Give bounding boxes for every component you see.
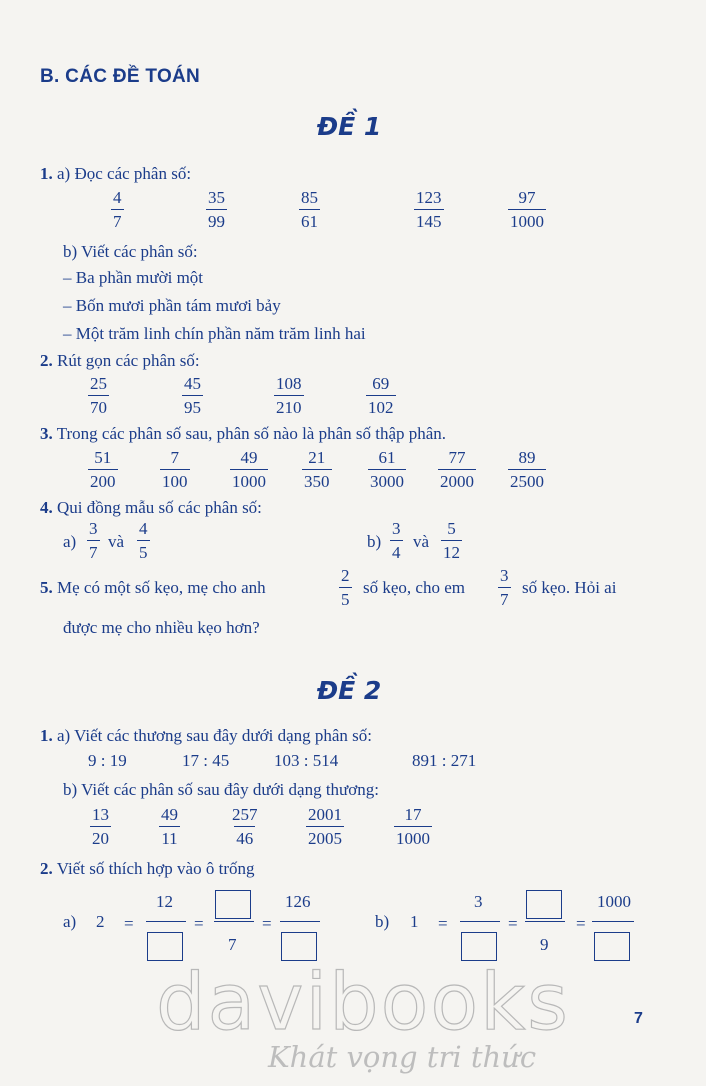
question-text: được mẹ cho nhiều kẹo hơn? [63, 618, 260, 637]
fraction: $\frac{108}{210}$ [276, 374, 302, 417]
denominator: 7 [228, 935, 237, 954]
quotient-item: 891 : 271 [412, 751, 477, 770]
fraction-bar [525, 921, 565, 922]
question-text: số kẹo, cho em [363, 578, 465, 597]
question-number: 5. [40, 578, 53, 597]
blank-box[interactable] [147, 932, 183, 961]
option-label: a) [63, 532, 77, 551]
de1-q3 [40, 424, 446, 444]
de1-q2 [40, 351, 200, 371]
numerator: 12 [156, 892, 173, 911]
de1-q4 [40, 498, 262, 518]
de1-q1-b-text: b) Viết các phân số: [63, 242, 198, 261]
fraction: $\frac{45}{95}$ [184, 374, 201, 417]
fraction: $\frac{35}{99}$ [208, 188, 225, 231]
de2-q1 [40, 726, 372, 746]
blank-box[interactable] [215, 890, 251, 919]
fraction-bar [214, 921, 254, 922]
fraction: $\frac{5}{12}$ [443, 519, 460, 562]
fraction: $\frac{2}{5}$ [341, 566, 350, 609]
question-text: a) Đọc các phân số: [57, 164, 192, 183]
fraction: $\frac{77}{2000}$ [440, 448, 474, 491]
fraction: $\frac{17}{1000}$ [396, 805, 430, 848]
fraction-bar [592, 921, 634, 922]
de2-q2 [40, 859, 254, 879]
blank-box[interactable] [461, 932, 497, 961]
question-number: 2. [40, 351, 53, 370]
question-text: Qui đồng mẫu số các phân số: [57, 498, 262, 517]
fraction: $\frac{257}{46}$ [232, 805, 258, 848]
fraction: $\frac{51}{200}$ [90, 448, 116, 491]
fraction: $\frac{97}{1000}$ [510, 188, 544, 231]
fraction: $\frac{69}{102}$ [368, 374, 394, 417]
denominator: 9 [540, 935, 549, 954]
list-item: – Một trăm linh chín phần năm trăm linh hai [63, 324, 366, 343]
option-label: b) [375, 912, 390, 931]
fraction: $\frac{3}{4}$ [392, 519, 401, 562]
de1-title: ĐỀ 1 [317, 112, 382, 141]
watermark-brand: davibooks [156, 958, 570, 1048]
list-item: – Ba phần mười một [63, 268, 204, 287]
fraction: $\frac{61}{3000}$ [370, 448, 404, 491]
fraction: $\frac{4}{5}$ [139, 519, 148, 562]
fraction: $\frac{2001}{2005}$ [308, 805, 342, 848]
numerator: 3 [474, 892, 483, 911]
numerator: 126 [285, 892, 311, 911]
fraction: $\frac{13}{20}$ [92, 805, 109, 848]
watermark-slogan: Khát vọng tri thức [268, 1040, 537, 1074]
fraction: $\frac{3}{7}$ [500, 566, 509, 609]
question-text: a) Viết các thương sau đây dưới dạng phân số: [57, 726, 373, 745]
fraction: $\frac{123}{145}$ [416, 188, 442, 231]
whole-number: 2 [96, 912, 105, 931]
page-number: 7 [634, 1010, 643, 1027]
question-text: số kẹo. Hỏi ai [522, 578, 617, 597]
equals-sign: = [438, 914, 448, 933]
fraction: $\frac{25}{70}$ [90, 374, 107, 417]
quotient-item: 17 : 45 [182, 751, 230, 770]
de1-q1 [40, 164, 191, 184]
equals-sign: = [194, 914, 204, 933]
fraction: $\frac{4}{7}$ [113, 188, 122, 231]
blank-box[interactable] [594, 932, 630, 961]
fraction: $\frac{85}{61}$ [301, 188, 318, 231]
numerator: 1000 [597, 892, 631, 911]
question-number: 1. [40, 726, 53, 745]
question-number: 1. [40, 164, 53, 183]
equals-sign: = [576, 914, 586, 933]
question-text: Viết số thích hợp vào ô trống [56, 859, 255, 878]
fraction: $\frac{3}{7}$ [89, 519, 98, 562]
fraction: $\frac{7}{100}$ [162, 448, 188, 491]
de1-q5 [40, 578, 266, 598]
conjunction-text: và [108, 532, 125, 551]
de2-q1-b-text: b) Viết các phân số sau đây dưới dạng thương: [63, 780, 379, 799]
option-label: b) [367, 532, 382, 551]
fraction-bar [280, 921, 320, 922]
question-text: Mẹ có một số kẹo, mẹ cho anh [57, 578, 266, 597]
option-label: a) [63, 912, 77, 931]
section-title: B. CÁC ĐỀ TOÁN [40, 66, 201, 87]
equals-sign: = [124, 914, 134, 933]
equals-sign: = [262, 914, 272, 933]
equals-sign: = [508, 914, 518, 933]
fraction: $\frac{89}{2500}$ [510, 448, 544, 491]
quotient-item: 9 : 19 [88, 751, 127, 770]
question-text: Trong các phân số sau, phân số nào là phân số thập phân. [56, 424, 447, 443]
fraction: $\frac{49}{1000}$ [232, 448, 266, 491]
blank-box[interactable] [526, 890, 562, 919]
de2-title: ĐỀ 2 [317, 676, 382, 705]
quotient-item: 103 : 514 [274, 751, 339, 770]
question-number: 4. [40, 498, 53, 517]
question-text: Rút gọn các phân số: [57, 351, 200, 370]
question-number: 2. [40, 859, 53, 878]
question-number: 3. [40, 424, 53, 443]
fraction-bar [460, 921, 500, 922]
fraction: $\frac{49}{11}$ [161, 805, 178, 848]
blank-box[interactable] [281, 932, 317, 961]
conjunction-text: và [413, 532, 430, 551]
fraction-bar [146, 921, 186, 922]
whole-number: 1 [410, 912, 419, 931]
fraction: $\frac{21}{350}$ [304, 448, 330, 491]
list-item: – Bốn mươi phần tám mươi bảy [63, 296, 281, 315]
